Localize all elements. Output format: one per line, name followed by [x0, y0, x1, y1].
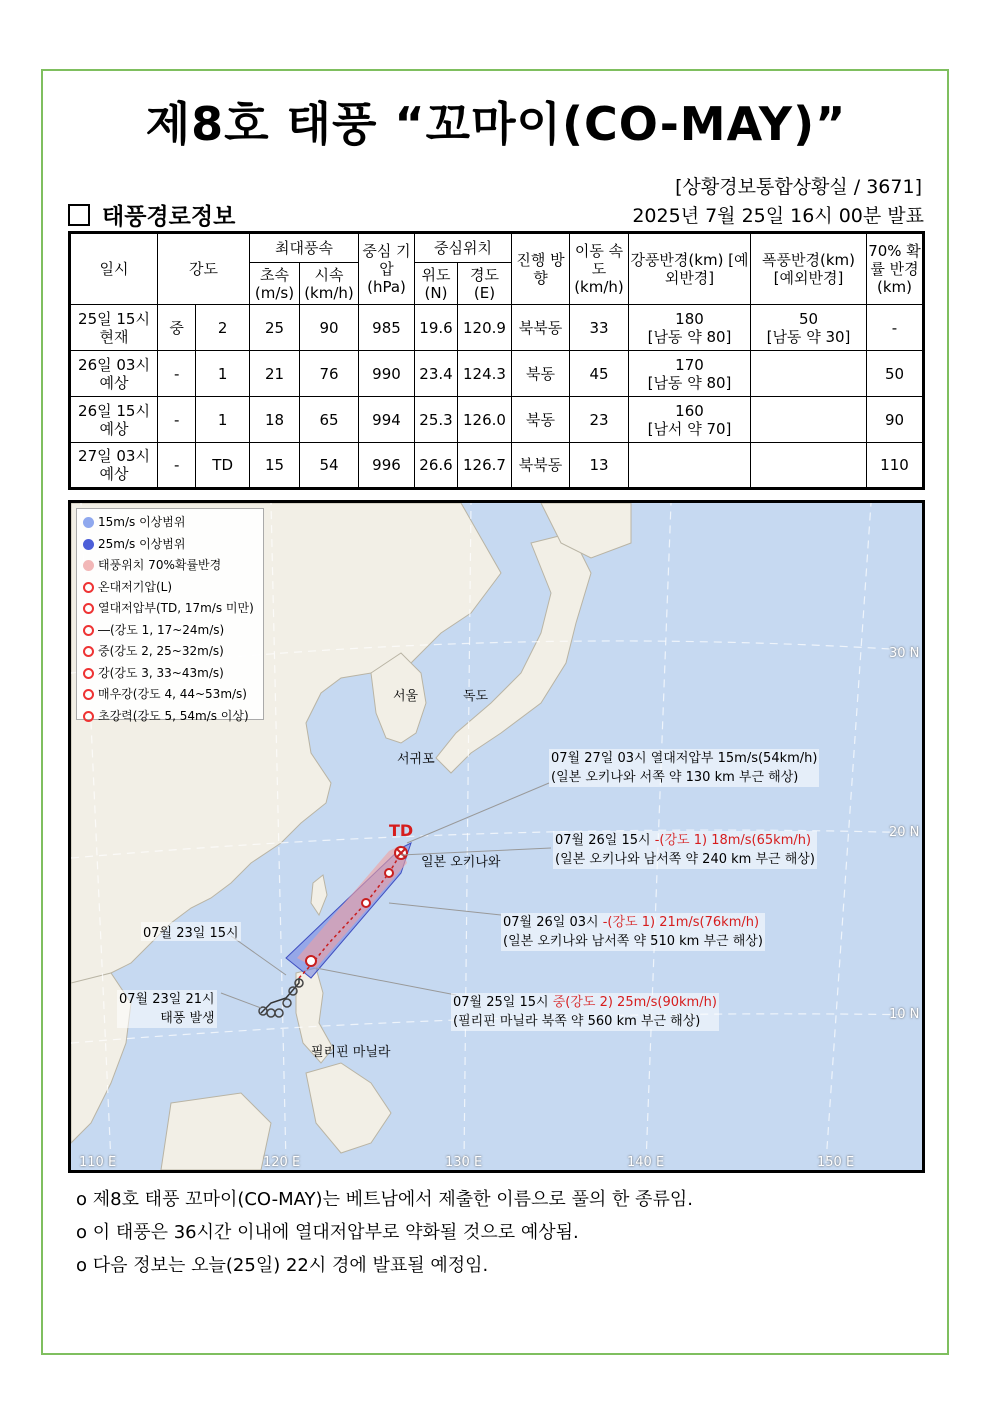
- borneo: [161, 1093, 271, 1170]
- axis-20n: 20 N: [889, 825, 920, 840]
- header-lon: 경도 (E): [458, 263, 512, 305]
- header-pressure: 중심 기압 (hPa): [359, 233, 415, 305]
- speed-cell: 45: [570, 351, 629, 397]
- gale-cell: 180 [남동 약 80]: [629, 305, 751, 351]
- typhoon-1-icon: [83, 625, 94, 636]
- intensity-cell: 중: [158, 305, 196, 351]
- header-center: 중심위치: [415, 233, 512, 263]
- notes: [76, 1183, 693, 1282]
- legend-item: [83, 641, 257, 663]
- time-cell: 27일 03시 예상: [70, 443, 158, 489]
- annotation-26-15: 07월 26일 15시 -(강도 1) 18m/s(65km/h) (일본 오키나와 남서쪽 약 240 km 부근 해상): [555, 833, 815, 867]
- annotation-25-15: 07월 25일 15시 중(강도 2) 25m/s(90km/h) (필리핀 마닐라 북쪽 약 560 km 부근 해상): [453, 995, 717, 1029]
- light-blue-circle: [83, 517, 94, 528]
- lon-cell: 120.9: [458, 305, 512, 351]
- label-okinawa: 일본 오키나와: [421, 855, 501, 870]
- issue-time: 2025년 7월 25일 16시 00분 발표: [632, 205, 924, 227]
- intensity-cell: -: [158, 443, 196, 489]
- prob-cell: 50: [867, 351, 924, 397]
- header-datetime: 일시: [70, 233, 158, 305]
- table-row: [70, 397, 924, 443]
- map-legend: [76, 508, 264, 723]
- section-heading: [68, 198, 235, 231]
- gale-cell: 160 [남서 약 70]: [629, 397, 751, 443]
- lat-cell: 26.6: [415, 443, 458, 489]
- annotation-26-03: 07월 26일 03시 -(강도 1) 21m/s(76km/h) (일본 오키나와 남서쪽 약 510 km 부근 해상): [503, 915, 763, 949]
- grade-cell: TD: [196, 443, 250, 489]
- legend-label: ―(강도 1, 17~24m/s): [98, 622, 225, 637]
- blue-circle: [83, 539, 94, 550]
- header-storm-radius: 폭풍반경(km) [예외반경]: [751, 233, 867, 305]
- typhoon-5-icon: [83, 711, 94, 722]
- ms-cell: 25: [250, 305, 300, 351]
- intensity-cell: -: [158, 397, 196, 443]
- office-label: [상황경보통합상황실 / 3671]: [675, 176, 922, 198]
- grade-cell: 1: [196, 351, 250, 397]
- pressure-cell: 985: [359, 305, 415, 351]
- kmh-cell: 76: [300, 351, 359, 397]
- prob-cell: -: [867, 305, 924, 351]
- label-dokdo: 독도: [463, 689, 489, 704]
- typhoon-4-icon: [83, 689, 94, 700]
- checkbox-icon: [68, 204, 90, 226]
- speed-cell: 33: [570, 305, 629, 351]
- storm-cell: [751, 397, 867, 443]
- typhoon-track-map: [68, 500, 925, 1173]
- label-td: TD: [389, 821, 414, 840]
- header-direction: 진행 방향: [512, 233, 570, 305]
- kmh-cell: 65: [300, 397, 359, 443]
- legend-label: 초강력(강도 5, 54m/s 이상): [98, 708, 249, 723]
- pressure-cell: 994: [359, 397, 415, 443]
- header-ms: 초속 (m/s): [250, 263, 300, 305]
- table-row: [70, 305, 924, 351]
- axis-10n: 10 N: [889, 1007, 920, 1022]
- axis-30n: 30 N: [889, 646, 920, 661]
- pressure-cell: 996: [359, 443, 415, 489]
- annotation-23-21: 07월 23일 21시 태풍 발생: [119, 992, 215, 1026]
- time-cell: 26일 15시 예상: [70, 397, 158, 443]
- prob-cell: 110: [867, 443, 924, 489]
- header-max-wind: 최대풍속: [250, 233, 359, 263]
- direction-cell: 북북동: [512, 305, 570, 351]
- lat-cell: 25.3: [415, 397, 458, 443]
- legend-label: 온대저기압(L): [98, 579, 173, 594]
- legend-item: [83, 706, 257, 728]
- pink-circle: [83, 560, 94, 571]
- axis-150e: 150 E: [817, 1155, 855, 1170]
- legend-label: 중(강도 2, 25~32m/s): [98, 644, 224, 658]
- pressure-cell: 990: [359, 351, 415, 397]
- annotation-23-15: 07월 23일 15시: [141, 922, 241, 941]
- label-manila: 필리핀 마닐라: [311, 1045, 391, 1060]
- typhoon-2-icon: [83, 646, 94, 657]
- lon-cell: 126.7: [458, 443, 512, 489]
- lon-cell: 124.3: [458, 351, 512, 397]
- legend-item: [83, 512, 257, 534]
- direction-cell: 북북동: [512, 443, 570, 489]
- note-2: o 이 태풍은 36시간 이내에 열대저압부로 약화될 것으로 예상됨.: [76, 1222, 579, 1243]
- legend-label: 강(강도 3, 33~43m/s): [98, 665, 224, 680]
- lat-cell: 19.6: [415, 305, 458, 351]
- table-row: [70, 351, 924, 397]
- storm-cell: 50 [남동 약 30]: [751, 305, 867, 351]
- typhoon-3-icon: [83, 668, 94, 679]
- legend-label: 매우강(강도 4, 44~53m/s): [98, 687, 247, 701]
- axis-140e: 140 E: [627, 1155, 665, 1170]
- kmh-cell: 54: [300, 443, 359, 489]
- philippines-south: [306, 1063, 391, 1153]
- axis-120e: 120 E: [263, 1155, 301, 1170]
- time-cell: 26일 03시 예상: [70, 351, 158, 397]
- prob-cell: 90: [867, 397, 924, 443]
- legend-item: [83, 598, 257, 620]
- ms-cell: 18: [250, 397, 300, 443]
- speed-cell: 23: [570, 397, 629, 443]
- gale-cell: 170 [남동 약 80]: [629, 351, 751, 397]
- lon-cell: 126.0: [458, 397, 512, 443]
- speed-cell: 13: [570, 443, 629, 489]
- table-row: [70, 443, 924, 489]
- legend-item: [83, 663, 257, 685]
- header-lat: 위도 (N): [415, 263, 458, 305]
- storm-cell: [751, 351, 867, 397]
- ms-cell: 15: [250, 443, 300, 489]
- legend-label: 열대저압부(TD, 17m/s 미만): [98, 601, 254, 615]
- gale-cell: [629, 443, 751, 489]
- storm-cell: [751, 443, 867, 489]
- lat-cell: 23.4: [415, 351, 458, 397]
- note-3: o 다음 정보는 오늘(25일) 22시 경에 발표될 예정임.: [76, 1255, 489, 1276]
- axis-110e: 110 E: [79, 1155, 117, 1170]
- section-title: 태풍경로정보: [102, 204, 236, 230]
- label-seogwipo: 서귀포: [397, 752, 435, 767]
- extratropical-icon: [83, 582, 94, 593]
- td-icon: [83, 603, 94, 614]
- header-gale-radius: 강풍반경(km) [예외반경]: [629, 233, 751, 305]
- ms-cell: 21: [250, 351, 300, 397]
- grade-cell: 1: [196, 397, 250, 443]
- forecast-cone: [286, 843, 411, 978]
- header-speed: 이동 속도 (km/h): [570, 233, 629, 305]
- direction-cell: 북동: [512, 351, 570, 397]
- kmh-cell: 90: [300, 305, 359, 351]
- legend-label: 25m/s 이상범위: [98, 536, 186, 551]
- page-title: 제8호 태풍 “꼬마이(CO-MAY)”: [145, 97, 847, 151]
- grade-cell: 2: [196, 305, 250, 351]
- typhoon-info-table: [68, 231, 925, 490]
- legend-item: [83, 577, 257, 599]
- intensity-cell: -: [158, 351, 196, 397]
- direction-cell: 북동: [512, 397, 570, 443]
- axis-130e: 130 E: [445, 1155, 483, 1170]
- annotation-27-03: 07월 27일 03시 열대저압부 15m/s(54km/h) (일본 오키나와 서쪽 약 130 km 부근 해상): [551, 751, 818, 785]
- legend-item: [83, 534, 257, 556]
- header-intensity: 강도: [158, 233, 250, 305]
- legend-item: [83, 684, 257, 706]
- legend-item: [83, 555, 257, 577]
- note-1: o 제8호 태풍 꼬마이(CO-MAY)는 베트남에서 제출한 이름으로 풀의 한 종류임.: [76, 1189, 693, 1210]
- header-kmh: 시속 (km/h): [300, 263, 359, 305]
- taiwan: [311, 875, 327, 915]
- legend-label: 태풍위치 70%확률반경: [98, 558, 222, 572]
- label-seoul: 서울: [393, 689, 419, 704]
- legend-label: 15m/s 이상범위: [98, 515, 186, 529]
- legend-item: [83, 620, 257, 642]
- time-cell: 25일 15시 현재: [70, 305, 158, 351]
- header-prob-radius: 70% 확률 반경 (km): [867, 233, 924, 305]
